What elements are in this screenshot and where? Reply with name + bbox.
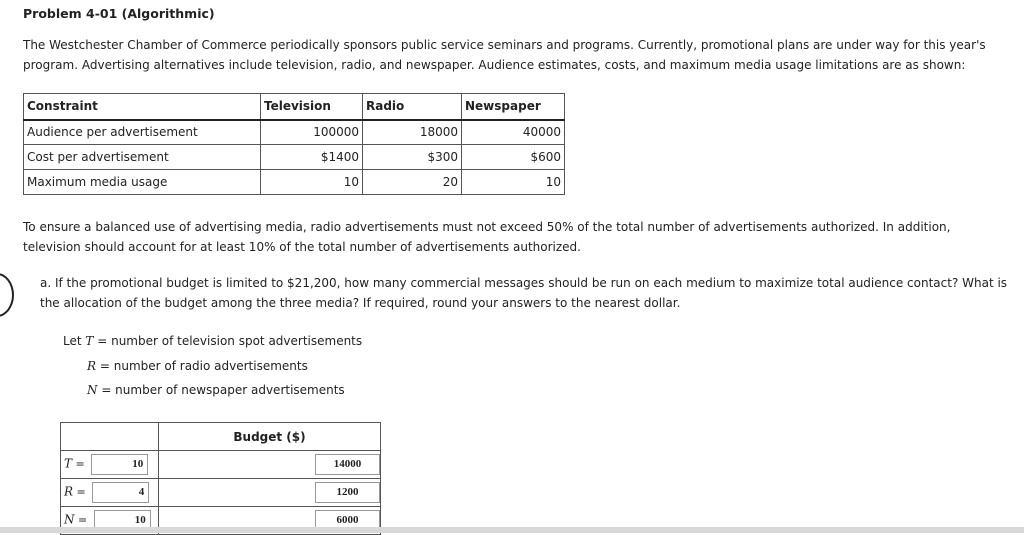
cell-news-max: 10 [462,170,565,195]
table-row [24,120,565,145]
table-row [61,451,381,479]
definition-let: Let [63,334,86,348]
answer-table [60,422,381,535]
balance-paragraph: To ensure a balanced use of advertising media, radio advertisements must not exceed 50% of the total number of advertisements authorized. In addition, television should account for at least 10% of the total number of advertisements authorized. [23,220,951,254]
news-budget-input[interactable]: 6000 [315,510,380,531]
cell-news-audience: 40000 [462,120,565,145]
var-r: R [87,359,97,373]
answer-eq: = [74,513,88,527]
answer-var-cell [61,451,159,479]
table-row [24,145,565,170]
table-row [61,479,381,507]
cell-news-cost: $600 [462,145,565,170]
row-label-max-usage: Maximum media usage [24,170,261,195]
header-constraint: Constraint [24,94,261,120]
header-television: Television [261,94,363,120]
question-paragraph: a. If the promotional budget is limited to $21,200, how many commercial messages should be run on each medium to maximize total audience contact? What is the allocation of the budget among the three media? If required, round your answers to the nearest dollar. [40,276,1008,310]
answer-var-label: T [64,456,73,471]
header-radio: Radio [363,94,462,120]
cell-tv-max: 10 [261,170,363,195]
news-count-input[interactable]: 10 [94,510,151,531]
answer-budget-cell [159,479,381,507]
definition-t-text: = number of television spot advertisements [93,334,363,348]
cell-tv-audience: 100000 [261,120,363,145]
answer-budget-cell [159,451,381,479]
answer-header-blank [61,423,159,451]
answer-var-cell [61,479,159,507]
question-marker-icon [0,273,14,317]
definition-n [87,383,345,397]
table-row [24,170,565,195]
cell-radio-max: 20 [363,170,462,195]
definition-n-text: = number of newspaper advertisements [97,383,345,397]
tv-count-input[interactable]: 10 [91,454,148,475]
definition-r-text: = number of radio advertisements [96,359,308,373]
radio-count-input[interactable]: 4 [92,482,149,503]
definition-t [63,334,362,348]
cell-tv-cost: $1400 [261,145,363,170]
row-label-audience: Audience per advertisement [24,120,261,145]
answer-header-row [61,423,381,451]
problem-title: Problem 4-01 (Algorithmic) [23,6,215,21]
row-label-cost: Cost per advertisement [24,145,261,170]
answer-var-label: N [64,512,75,527]
radio-budget-input[interactable]: 1200 [315,482,380,503]
media-info-table [23,93,565,195]
definition-r [87,359,308,373]
cell-radio-cost: $300 [363,145,462,170]
answer-eq: = [73,485,86,499]
header-newspaper: Newspaper [462,94,565,120]
tv-budget-input[interactable]: 14000 [315,454,380,475]
var-t: T [85,334,94,348]
cell-radio-audience: 18000 [363,120,462,145]
answer-eq: = [72,457,85,471]
answer-header-budget: Budget ($) [159,423,381,451]
var-n: N [87,383,98,397]
intro-paragraph: The Westchester Chamber of Commerce periodically sponsors public service seminars and programs. Currently, promotional plans are under way for this year's program. Advertising alternatives include television, radio, and newspaper. Audience estimates, costs, and maximum media usage limitations are as shown: [23,38,986,72]
bottom-scroll-edge [0,527,1024,533]
media-info-header-row [24,94,565,120]
answer-var-label: R [64,484,74,499]
